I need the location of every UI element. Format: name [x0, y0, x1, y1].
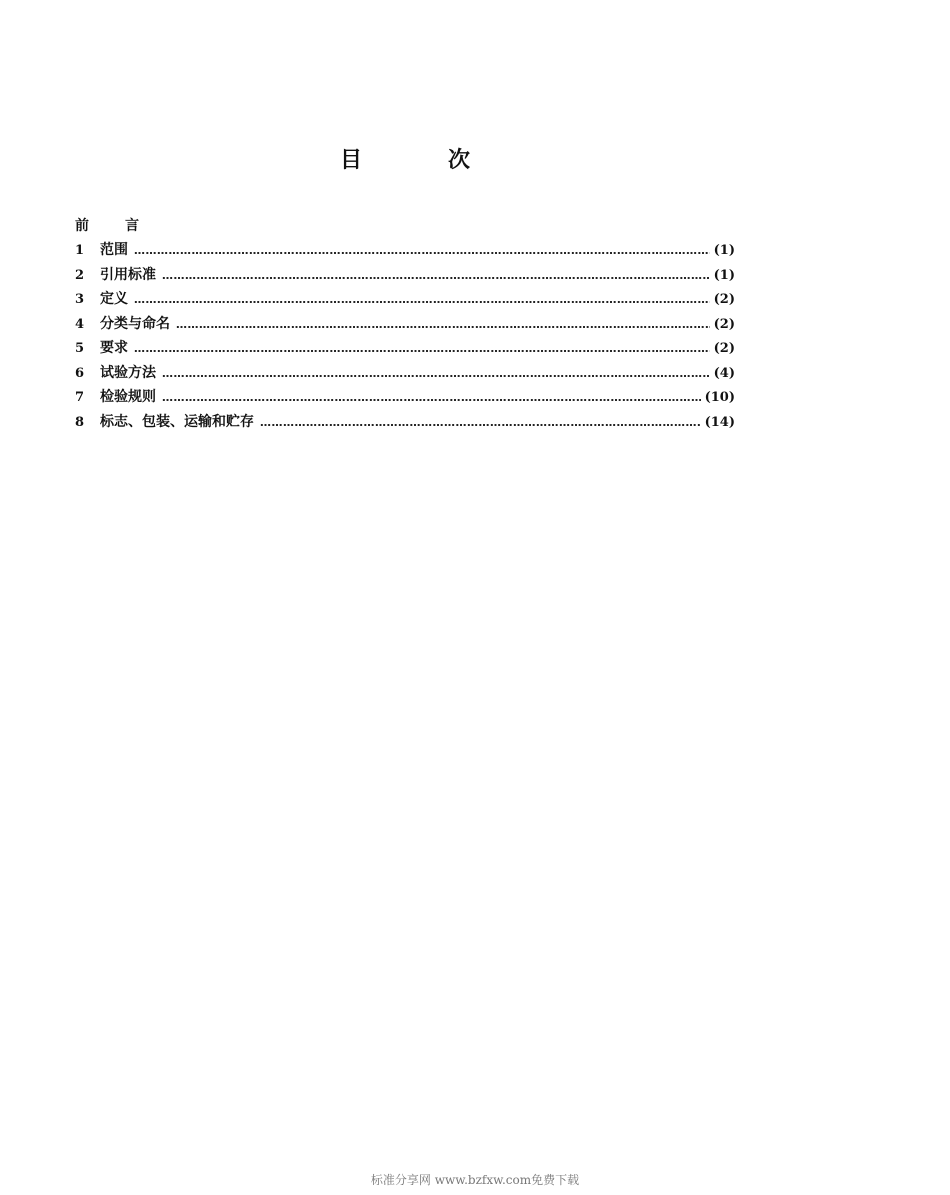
toc-entry-page: (2): [713, 292, 735, 307]
toc-entry-title: 范围: [100, 242, 128, 258]
toc-leader-dots: [162, 264, 710, 289]
toc-entry[interactable]: [75, 336, 735, 361]
toc-leader-dots: [176, 313, 710, 338]
toc-entry-number: 5: [75, 341, 85, 356]
toc-entry-title: 标志、包装、运输和贮存: [100, 413, 254, 430]
toc-leader-dots: [134, 239, 710, 264]
toc-entry[interactable]: [75, 385, 735, 410]
toc-entry-preface[interactable]: [75, 214, 735, 238]
toc-entry-title: 引用标准: [100, 266, 156, 283]
table-of-contents: [75, 214, 735, 434]
toc-entry-page: (4): [713, 365, 735, 381]
page-title-char-2: 次: [448, 148, 557, 173]
toc-entry-page: (2): [713, 341, 735, 356]
toc-entry-page: (1): [713, 243, 735, 258]
toc-entry-page: (10): [704, 390, 735, 405]
page-title: [0, 146, 810, 176]
footer-watermark-text: 标准分享网 www.bzfxw.com免费下载: [370, 1173, 580, 1187]
toc-entry[interactable]: [75, 238, 735, 263]
toc-leader-dots: [260, 411, 701, 436]
toc-entry[interactable]: [75, 312, 735, 337]
toc-entry-number: 1: [75, 243, 85, 258]
toc-entry[interactable]: [75, 287, 735, 312]
toc-entry-number: 8: [75, 414, 85, 430]
toc-entry-number: 6: [75, 365, 85, 381]
toc-leader-dots: [134, 288, 710, 313]
toc-entry-title: 要求: [100, 340, 128, 356]
toc-entry-title: 定义: [100, 291, 128, 307]
toc-entry-title: 分类与命名: [100, 315, 170, 332]
toc-entry-title: 试验方法: [100, 364, 156, 381]
toc-leader-dots: [134, 337, 710, 362]
toc-entry-page: (14): [704, 414, 735, 430]
toc-leader-dots: [162, 386, 701, 411]
toc-entry-title: 检验规则: [100, 389, 156, 405]
toc-entry-number: 2: [75, 267, 85, 283]
toc-entry-page: (1): [713, 267, 735, 283]
toc-entry-number: 4: [75, 316, 85, 332]
toc-entry-number: 7: [75, 390, 85, 405]
toc-entry-number: 3: [75, 292, 85, 307]
toc-entry[interactable]: [75, 263, 735, 288]
toc-entry-page: (2): [713, 316, 735, 332]
toc-leader-dots: [162, 362, 710, 387]
toc-entry[interactable]: [75, 410, 735, 435]
toc-entry[interactable]: [75, 361, 735, 386]
toc-preface-char-2: 言: [125, 218, 139, 234]
toc-preface-char-1: 前: [75, 218, 89, 234]
page-title-char-1: 目: [339, 148, 448, 173]
